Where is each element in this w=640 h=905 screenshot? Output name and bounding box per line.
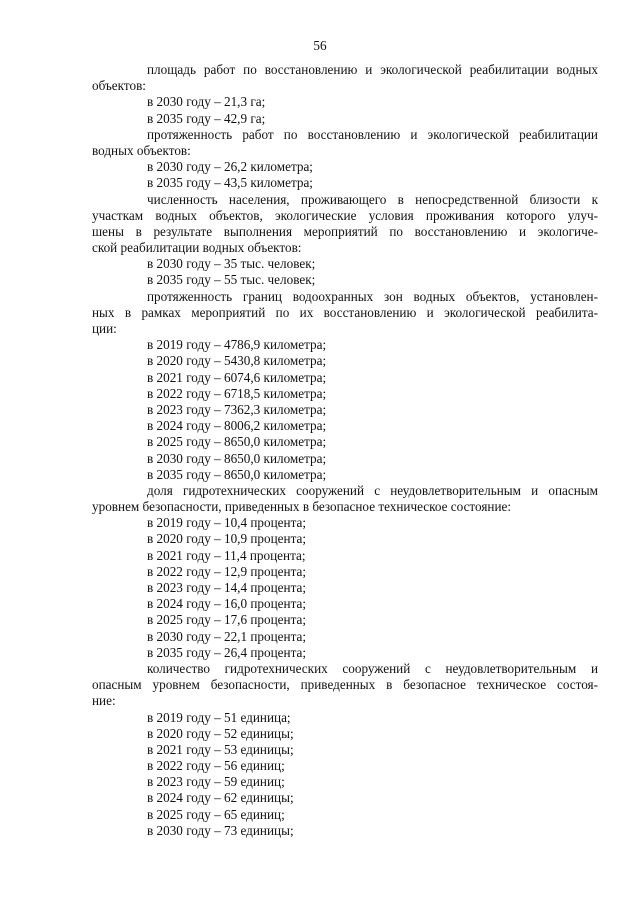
text-line: в 2030 году – 22,1 процента; <box>147 628 307 644</box>
text-line: доля гидротехнических сооружений с неудовлетворительным и опасным <box>147 482 598 498</box>
text-line: в 2019 году – 4786,9 километра; <box>147 337 327 353</box>
text-line: опасным уровнем безопасности, приведенных в безопасное техническое состоя- <box>92 677 598 693</box>
text-line: в 2025 году – 17,6 процента; <box>147 612 307 628</box>
text-line: площадь работ по восстановлению и экологической реабилитации водных <box>147 62 598 77</box>
text-line: уровнем безопасности, приведенных в безопасное техническое состояние: <box>92 499 512 515</box>
text-line: протяженность работ по восстановлению и экологической реабилитации <box>147 126 598 142</box>
text-line: в 2030 году – 21,3 га; <box>147 94 266 110</box>
text-line: в 2024 году – 62 единицы; <box>147 790 294 806</box>
text-line: в 2025 году – 65 единиц; <box>147 806 285 822</box>
text-line: в 2035 году – 8650,0 километра; <box>147 466 327 482</box>
text-line: в 2020 году – 52 единицы; <box>147 725 294 741</box>
text-line: в 2030 году – 8650,0 километра; <box>147 450 327 466</box>
text-line: объектов: <box>92 78 146 94</box>
text-line: участкам водных объектов, экологические условия проживания которого улуч- <box>92 207 598 223</box>
text-line: протяженность границ водоохранных зон водных объектов, установлен- <box>147 288 598 304</box>
text-line: в 2021 году – 6074,6 километра; <box>147 369 327 385</box>
text-line: в 2022 году – 12,9 процента; <box>147 563 307 579</box>
text-line: в 2019 году – 51 единица; <box>147 709 291 725</box>
text-line: ции: <box>92 321 117 336</box>
text-line: в 2030 году – 26,2 километра; <box>147 159 313 175</box>
page-number: 56 <box>313 38 327 53</box>
text-line: в 2019 году – 10,4 процента; <box>147 515 307 531</box>
text-line: в 2022 году – 6718,5 километра; <box>147 385 327 401</box>
text-line: в 2024 году – 8006,2 километра; <box>147 418 327 434</box>
text-line: ской реабилитации водных объектов: <box>92 240 302 256</box>
text-line: в 2035 году – 42,9 га; <box>147 110 266 126</box>
text-line: в 2030 году – 35 тыс. человек; <box>147 256 316 272</box>
text-line: ных в рамках мероприятий по их восстановлению и экологической реабилита- <box>92 304 598 320</box>
text-line: в 2023 году – 59 единиц; <box>147 774 285 790</box>
text-line: в 2024 году – 16,0 процента; <box>147 596 307 612</box>
body-text <box>92 62 598 839</box>
text-line: численность населения, проживающего в непосредственной близости к <box>147 191 598 207</box>
text-line: в 2023 году – 7362,3 километра; <box>147 401 327 417</box>
text-line: в 2021 году – 53 единицы; <box>147 741 294 757</box>
text-line: в 2035 году – 43,5 километра; <box>147 175 313 191</box>
text-line: в 2035 году – 26,4 процента; <box>147 644 307 660</box>
text-line: шены в результате выполнения мероприятий по восстановлению и экологиче- <box>92 223 598 239</box>
text-line: в 2030 году – 73 единицы; <box>147 822 294 838</box>
text-line: в 2021 году – 11,4 процента; <box>147 547 306 563</box>
text-line: количество гидротехнических сооружений с неудовлетворительным и <box>147 660 598 676</box>
text-line: в 2025 году – 8650,0 километра; <box>147 434 327 450</box>
text-line: в 2020 году – 10,9 процента; <box>147 531 307 547</box>
text-line: водных объектов: <box>92 142 191 158</box>
text-line: в 2020 году – 5430,8 километра; <box>147 353 327 369</box>
text-line: ние: <box>92 693 116 709</box>
text-line: в 2023 году – 14,4 процента; <box>147 580 307 595</box>
text-line: в 2035 году – 55 тыс. человек; <box>147 272 316 288</box>
text-line: в 2022 году – 56 единиц; <box>147 758 285 774</box>
